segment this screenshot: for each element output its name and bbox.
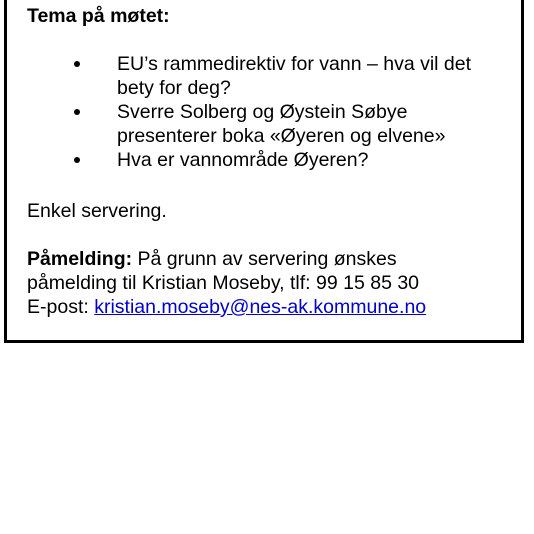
serving-note: Enkel servering. <box>27 200 167 222</box>
list-item-line: Sverre Solberg og Øystein Søbye <box>117 101 408 123</box>
email-prefix: E-post: <box>27 296 95 318</box>
bullet-icon <box>74 157 80 163</box>
list-item-line: bety for deg? <box>117 77 231 99</box>
bullet-icon <box>74 109 80 115</box>
list-item-line: EU’s rammedirektiv for vann – hva vil det <box>117 53 472 75</box>
signup-line <box>27 247 426 271</box>
meeting-topics-heading: Tema på møtet: <box>27 5 170 27</box>
signup-contact-line: påmelding til Kristian Moseby, tlf: 99 15 85 30 <box>27 272 420 294</box>
list-item <box>7 100 471 148</box>
signup-paragraph <box>27 247 426 319</box>
bullet-icon <box>74 61 80 67</box>
signup-text: På grunn av servering ønskes <box>132 248 397 270</box>
list-item <box>7 148 471 172</box>
email-line <box>27 295 426 319</box>
list-item-line: Hva er vannområde Øyeren? <box>117 149 369 171</box>
signup-label: Påmelding: <box>27 248 133 270</box>
email-link[interactable]: kristian.moseby@nes-ak.kommune.no <box>94 296 427 318</box>
list-item <box>7 52 471 100</box>
list-item-line: presenterer boka «Øyeren og elvene» <box>117 125 446 147</box>
topics-list <box>7 52 471 172</box>
info-box <box>4 0 524 343</box>
